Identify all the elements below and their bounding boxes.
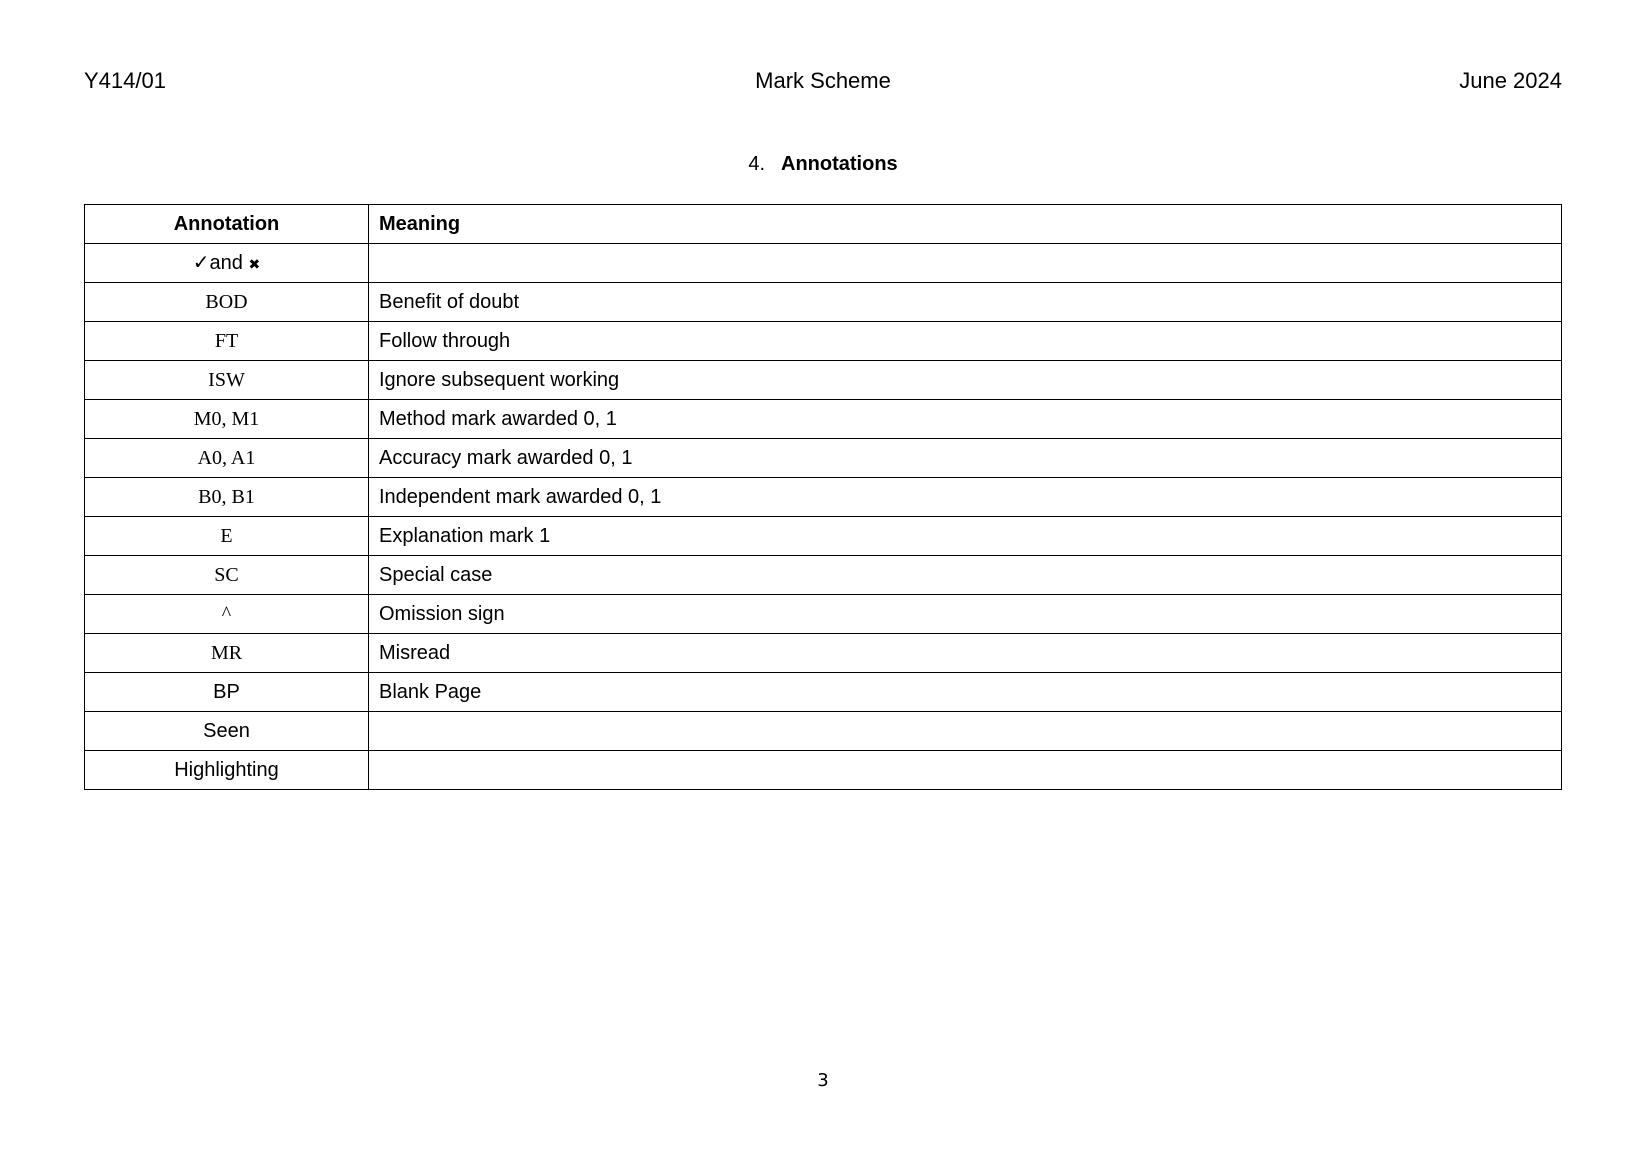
column-header-meaning: Meaning — [369, 205, 1562, 244]
table-row — [85, 361, 1562, 400]
table-row — [85, 439, 1562, 478]
table-row — [85, 283, 1562, 322]
table-row — [85, 322, 1562, 361]
meaning-cell: Special case — [369, 556, 1562, 595]
annotation-cell: BOD — [85, 283, 369, 322]
cross-icon: ✖ — [248, 256, 261, 273]
meaning-cell — [369, 712, 1562, 751]
annotation-cell: BP — [85, 673, 369, 712]
meaning-cell: Omission sign — [369, 595, 1562, 634]
meaning-cell: Accuracy mark awarded 0, 1 — [369, 439, 1562, 478]
page-number: 3 — [817, 1070, 829, 1091]
table-row — [85, 751, 1562, 790]
table-row — [85, 595, 1562, 634]
annotation-cell: A0, A1 — [85, 439, 369, 478]
meaning-cell: Blank Page — [369, 673, 1562, 712]
meaning-cell: Method mark awarded 0, 1 — [369, 400, 1562, 439]
and-text: and — [209, 251, 243, 274]
table-row — [85, 673, 1562, 712]
section-number: 4. — [748, 153, 766, 175]
meaning-cell: Independent mark awarded 0, 1 — [369, 478, 1562, 517]
table-header-row — [85, 205, 1562, 244]
section-title: Annotations — [781, 153, 898, 175]
annotation-cell: M0, M1 — [85, 400, 369, 439]
table-row — [85, 556, 1562, 595]
annotation-cell: FT — [85, 322, 369, 361]
annotation-cell: MR — [85, 634, 369, 673]
table-row — [85, 517, 1562, 556]
annotation-cell: B0, B1 — [85, 478, 369, 517]
meaning-cell: Explanation mark 1 — [369, 517, 1562, 556]
meaning-cell: Ignore subsequent working — [369, 361, 1562, 400]
annotation-cell: Seen — [85, 712, 369, 751]
annotation-cell: ISW — [85, 361, 369, 400]
table-row — [85, 244, 1562, 283]
paper-code: Y414/01 — [84, 68, 166, 93]
meaning-cell: Follow through — [369, 322, 1562, 361]
table-row — [85, 712, 1562, 751]
tick-icon: ✓ — [192, 249, 210, 274]
document-title: Mark Scheme — [755, 68, 891, 93]
meaning-cell — [369, 751, 1562, 790]
annotation-cell: Highlighting — [85, 751, 369, 790]
annotation-cell: ^ — [85, 595, 369, 634]
page-header — [84, 66, 1562, 96]
annotation-cell: E — [85, 517, 369, 556]
table-row — [85, 634, 1562, 673]
table-row — [85, 400, 1562, 439]
annotation-cell — [85, 244, 369, 283]
meaning-cell: Misread — [369, 634, 1562, 673]
column-header-annotation: Annotation — [85, 205, 369, 244]
table-row — [85, 478, 1562, 517]
meaning-cell: Benefit of doubt — [369, 283, 1562, 322]
annotation-cell: SC — [85, 556, 369, 595]
section-heading — [0, 150, 1638, 178]
annotations-table — [84, 204, 1562, 790]
exam-date: June 2024 — [1459, 68, 1562, 93]
meaning-cell — [369, 244, 1562, 283]
